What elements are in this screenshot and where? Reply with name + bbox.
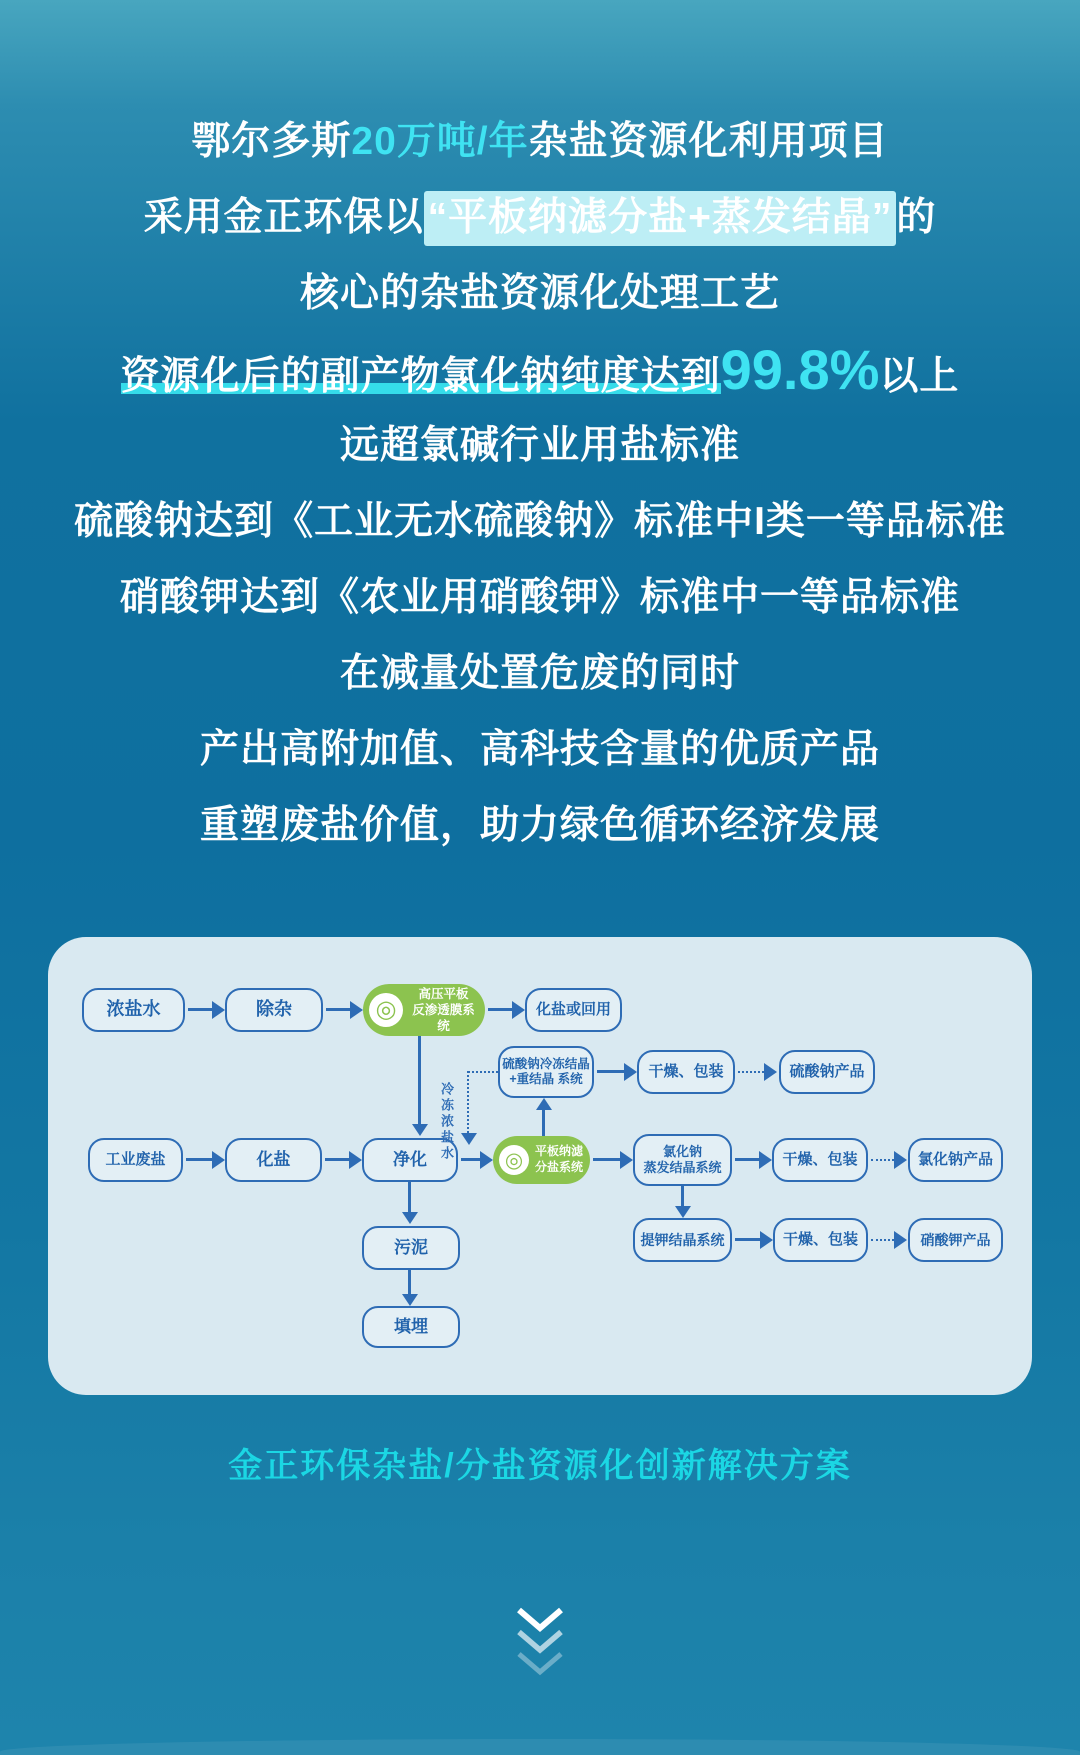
node-purification: 净化: [362, 1138, 458, 1182]
node-nacl-product: 氯化钠产品: [908, 1138, 1003, 1182]
headline: [0, 104, 1080, 864]
ro-system-line1: 高压平板: [418, 986, 469, 1001]
arrow-brine-to-impurity: [188, 1008, 212, 1011]
arrow-sludge-to-landfill: [408, 1270, 411, 1294]
headline-line-2: [0, 180, 1080, 256]
arrow-ro-to-reuse: [488, 1008, 512, 1011]
headline-line-4-pre: 资源化后的副产物氯化钠纯度达到: [120, 355, 721, 398]
arrow-nf-to-evap: [593, 1158, 620, 1161]
arrow-saltdissolve-to-purification: [325, 1158, 349, 1161]
arrow-evap-down-to-potassium: [681, 1186, 684, 1206]
headline-line-6: 硫酸钠达到《工业无水硫酸钠》标准中I类一等品标准: [74, 500, 1006, 543]
headline-line-1: [0, 104, 1080, 180]
ro-system-line2: 反渗透膜系统: [412, 1002, 475, 1034]
dotted-line-recycle-horizontal: [468, 1071, 498, 1073]
node-industrial-waste-salt: 工业废盐: [88, 1138, 183, 1182]
headline-line-7: 硝酸钾达到《农业用硝酸钾》标准中一等品标准: [119, 576, 960, 619]
scroll-down-chevron-icon: [512, 1606, 568, 1687]
arrow-potassium-to-drypack3: [735, 1238, 760, 1241]
caption: 金正环保杂盐/分盐资源化创新解决方案: [228, 1447, 852, 1485]
node-impurity-removal: 除杂: [225, 988, 323, 1032]
arrow-wastesalt-to-saltdissolve: [186, 1158, 212, 1161]
node-salt-dissolving: 化盐: [225, 1138, 322, 1182]
node-sludge: 污泥: [362, 1226, 460, 1270]
node-dry-pack-1: 干燥、包装: [637, 1050, 735, 1094]
headline-line-4-accent: 99.8%: [720, 338, 880, 401]
dotted-arrow-drypack3-to-product: [871, 1239, 894, 1241]
dotted-arrow-recycle-down: [467, 1071, 469, 1133]
node-potassium-crystallization: 提钾结晶系统: [633, 1218, 732, 1262]
node-landfill: 填埋: [362, 1306, 460, 1348]
headline-line-2-highlight: “平板纳滤分盐+蒸发结晶”: [424, 191, 897, 246]
arrow-purification-to-sludge: [408, 1182, 411, 1212]
recycle-stream-label: 冷冻浓盐水: [439, 1082, 454, 1162]
membrane-icon: ◎: [369, 993, 403, 1027]
node-ro-membrane-system: [363, 984, 485, 1036]
node-sodium-sulfate-freeze-crystallization: [498, 1046, 594, 1098]
nf-system-line1: 平板纳滤: [534, 1144, 583, 1159]
headline-line-2-post: 的: [896, 196, 937, 239]
node-nacl-evaporation-crystallization: [633, 1134, 732, 1186]
node-salt-or-reuse: 化盐或回用: [525, 988, 622, 1032]
arrow-evap-to-drypack2: [735, 1158, 759, 1161]
headline-line-4: [0, 332, 1080, 408]
node-kno3-product: 硝酸钾产品: [908, 1218, 1003, 1262]
flowchart-panel: [48, 937, 1032, 1395]
headline-line-8: 在减量处置危废的同时: [339, 652, 740, 695]
node-dry-pack-3: 干燥、包装: [773, 1218, 868, 1262]
membrane-icon: ◎: [499, 1145, 529, 1175]
freeze-cryst-line1: 硫酸钠冷冻结晶: [502, 1057, 590, 1071]
headline-line-9: 产出高附加值、高科技含量的优质产品: [199, 728, 880, 771]
arrow-purification-to-nf: [461, 1158, 480, 1161]
chevron-svg: [512, 1606, 568, 1682]
freeze-cryst-line2: +重结晶 系统: [509, 1072, 583, 1086]
dotted-arrow-drypack2-to-product: [871, 1159, 894, 1161]
headline-line-2-pre: 采用金正环保以: [143, 196, 424, 239]
bottom-wave-decoration: [0, 1739, 1080, 1755]
arrow-impurity-to-ro: [326, 1008, 350, 1011]
node-dry-pack-2: 干燥、包装: [772, 1138, 868, 1182]
node-sodium-sulfate-product: 硫酸钠产品: [779, 1050, 875, 1094]
nacl-evap-line1: 氯化钠: [662, 1144, 702, 1160]
arrow-nf-up-to-freeze-cryst: [542, 1110, 545, 1136]
headline-line-4-post: 以上: [879, 355, 960, 398]
ro-system-label: [408, 986, 479, 1035]
headline-line-1-pre: 鄂尔多斯: [191, 120, 352, 163]
nf-system-line2: 分盐系统: [534, 1160, 583, 1174]
headline-line-3: 核心的杂盐资源化处理工艺: [299, 272, 780, 315]
nacl-evap-line2: 蒸发结晶系统: [643, 1160, 722, 1175]
arrow-freeze-to-drypack1: [597, 1070, 624, 1073]
node-nf-separation-system: [493, 1136, 590, 1184]
arrow-ro-down-to-purification: [418, 1036, 421, 1124]
headline-line-5: 远超氯碱行业用盐标准: [339, 424, 740, 467]
headline-line-10: 重塑废盐价值，助力绿色循环经济发展: [199, 804, 880, 847]
dotted-arrow-drypack1-to-product: [738, 1071, 764, 1073]
nf-system-label: [534, 1144, 584, 1175]
headline-line-1-post: 杂盐资源化利用项目: [528, 120, 889, 163]
headline-line-1-accent: 20万吨/年: [351, 120, 529, 163]
node-brine: 浓盐水: [82, 988, 185, 1032]
